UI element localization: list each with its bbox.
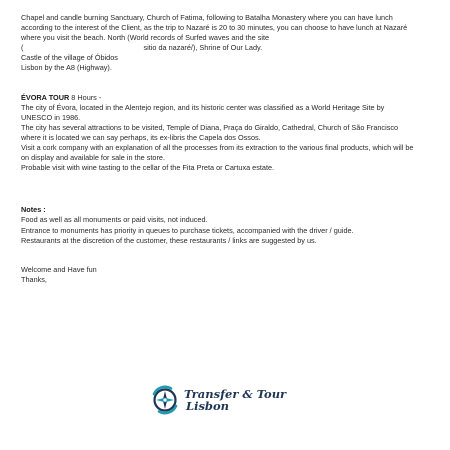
evora-line: Visit a cork company with an explanation of all the processes from its extraction to the various final products, which will be <box>21 143 414 153</box>
evora-heading <box>21 93 431 103</box>
notes-title: Notes : <box>21 205 46 215</box>
intro-open-paren: ( <box>21 43 24 53</box>
notes-line: Entrance to monuments has priority in queues to purchase tickets, accompanied with the driver / guide. <box>21 225 354 235</box>
thanks-text: Thanks, <box>21 274 47 284</box>
evora-line: The city of Évora, located in the Alentejo region, and its historic center was classified as a World Heritage Site by <box>21 102 385 112</box>
intro-line: Chapel and candle burning Sanctuary, Church of Fatima, following to Batalha Monastery where you can have lunch <box>21 13 393 22</box>
notes-line: Food as well as all monuments or paid visits, not induced. <box>21 215 208 225</box>
evora-title: ÉVORA TOUR <box>21 92 70 102</box>
intro-line: according to the interest of the Client, as the trip to Nazaré is 20 to 30 minutes, you can choose to have lunch at Nazaré <box>21 23 408 33</box>
logo-line-2: Lisbon <box>186 399 230 413</box>
notes-line: Restaurants at the discretion of the customer, these restaurants / links are suggested by us. <box>21 235 317 245</box>
intro-line: where you visit the beach. North (World records of Surfed waves and the site <box>21 33 270 43</box>
logo-wordmark <box>184 388 286 412</box>
logo-line-1: Transfer & Tour <box>184 387 287 401</box>
welcome-text: Welcome and Have fun <box>21 264 97 274</box>
evora-line: UNESCO in 1986. <box>21 112 81 122</box>
evora-line: The city has several attractions to be visited, Temple of Diana, Praça do Giraldo, Cathedral, Church of São Francisco <box>21 122 399 132</box>
intro-site-text: sitio da nazaré/), Shrine of Our Lady. <box>143 43 263 53</box>
evora-line: Probable visit with wine tasting to the cellar of the Fita Preta or Cartuxa estate. <box>21 163 275 173</box>
evora-duration: 8 Hours - <box>69 92 102 102</box>
evora-line: where it is located we can say perhaps, its ex-libris the Capela dos Ossos. <box>21 132 261 142</box>
intro-line: Lisbon by the A8 (Highway). <box>21 63 112 73</box>
compass-icon <box>150 385 180 415</box>
company-logo <box>150 384 310 416</box>
document-body <box>21 13 431 285</box>
intro-line <box>21 43 431 53</box>
evora-line: on display and available for sale in the store. <box>21 153 165 163</box>
intro-line: Castle of the village of Óbidos <box>21 53 118 63</box>
